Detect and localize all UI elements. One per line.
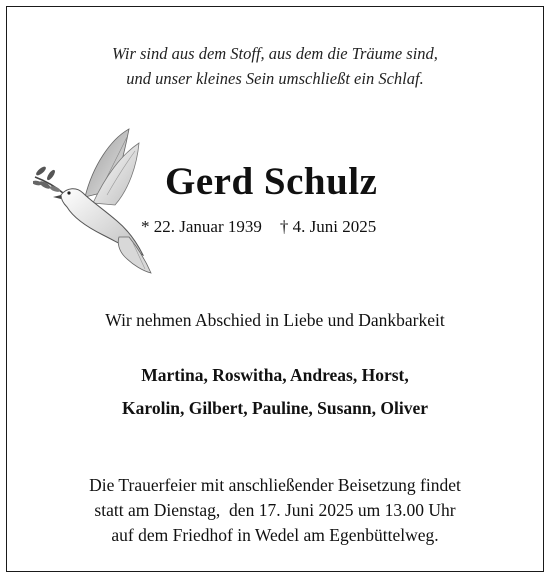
deceased-name: Gerd Schulz bbox=[165, 160, 378, 203]
death-date: † 4. Juni 2025 bbox=[279, 217, 377, 236]
funeral-service-info bbox=[7, 473, 543, 548]
family-line-2: Karolin, Gilbert, Pauline, Susann, Oliver bbox=[122, 398, 428, 418]
family-line-1: Martina, Roswitha, Andreas, Horst, bbox=[141, 365, 409, 385]
birth-date: * 22. Januar 1939 bbox=[141, 217, 262, 236]
quote-line-1: Wir sind aus dem Stoff, aus dem die Träume sind, bbox=[112, 44, 438, 63]
life-dates bbox=[141, 217, 376, 237]
poem-quote bbox=[7, 41, 543, 91]
farewell-text: Wir nehmen Abschied in Liebe und Dankbarkeit bbox=[105, 310, 445, 330]
obituary-notice bbox=[6, 6, 544, 572]
service-line-1: Die Trauerfeier mit anschließender Beisetzung findet bbox=[89, 475, 461, 495]
dove-with-olive-branch-icon bbox=[33, 125, 181, 277]
service-line-2: statt am Dienstag, den 17. Juni 2025 um 13.00 Uhr bbox=[94, 500, 456, 520]
service-line-3: auf dem Friedhof in Wedel am Egenbüttelweg. bbox=[111, 525, 439, 545]
family-members bbox=[7, 359, 543, 425]
quote-line-2: und unser kleines Sein umschließt ein Schlaf. bbox=[126, 69, 424, 88]
